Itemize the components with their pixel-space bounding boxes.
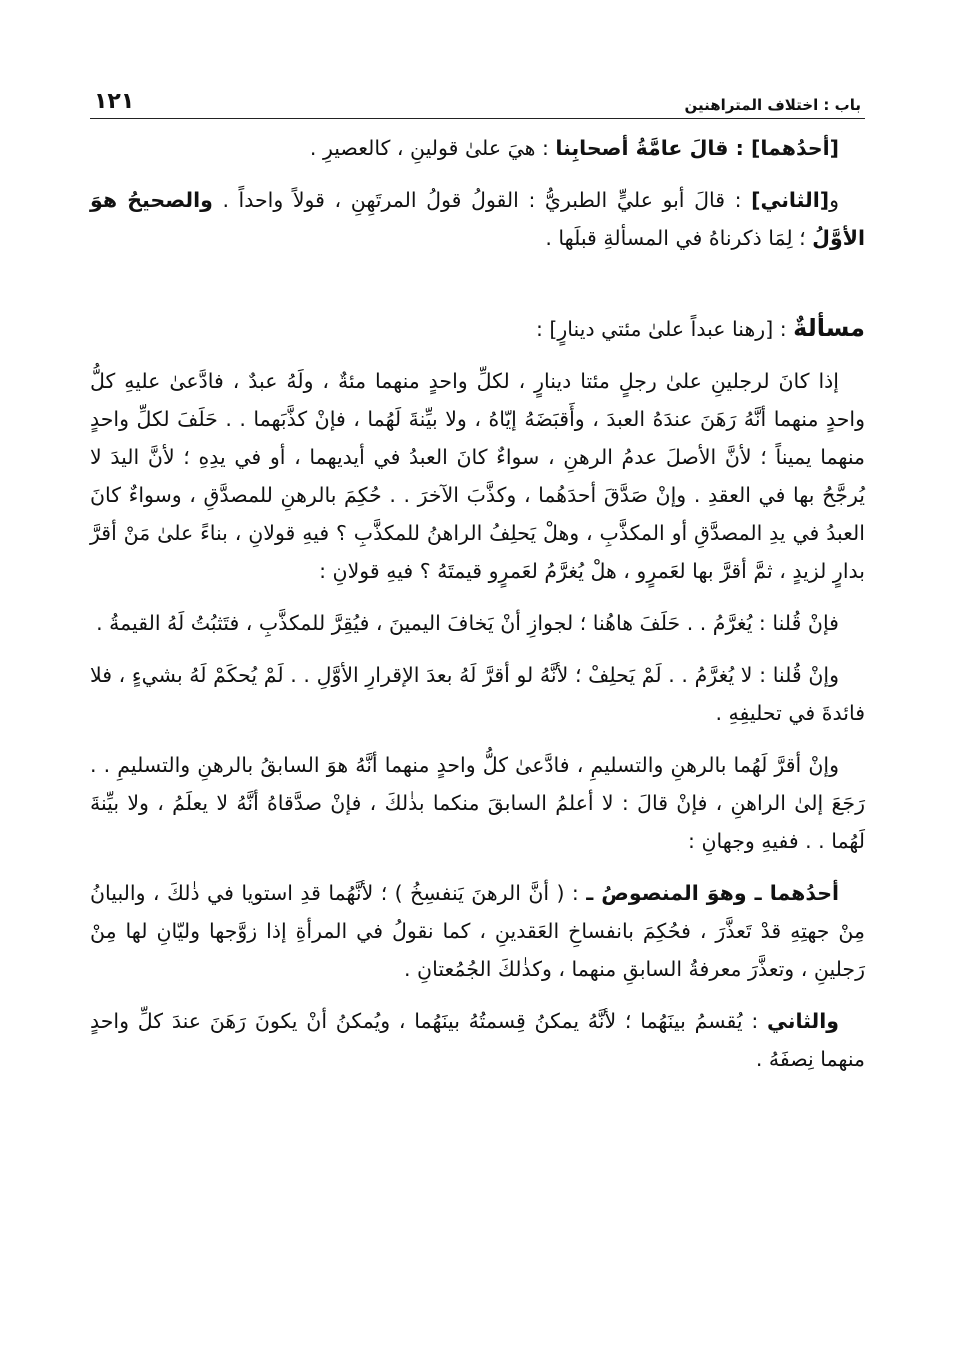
paragraph-case: إذا كانَ لرجلينِ علىٰ رجلٍ مئتا دينارٍ ، لكلِّ واحدٍ منهما مئةٌ ، ولَهُ عبدٌ ، فادَّعىٰ عليهِ كلُّ واحدٍ منهما أنَّهُ رَهَنَ عندَهُ العبدَ ، وأَقبَضَهُ إيّاهُ ، ولا بيِّنةَ لَهُما ، فإنْ كذَّبَهما . . حَلَفَ لكلِّ واحدٍ منهما يميناً ؛ لأنَّ الأصلَ عدمُ الرهنِ ، سواءٌ كانَ العبدُ في أيديهما ، أو في يدِهِ ؛ لأنَّ اليدَ لا يُرجَّحُ بها في العقدِ . وإنْ صَدَّقَ أحدَهُما ، وكذَّبَ الآخرَ . . حُكِمَ بالرهنِ للمصدَّقِ ، وسواءٌ كانَ العبدُ في يدِ المصدَّقِ أو المكذَّبِ ، وهلْ يَحلِفُ الراهنُ للمكذَّبِ ؟ فيهِ قولانِ ، بناءً علىٰ مَنْ أقرَّ بدارٍ لزيدٍ ، ثمَّ أقرَّ بها لعَمرٍو ، هلْ يُغرَّمُ لعَمرٍو قيمتَهُ ؟ فيهِ قولانِ :	[90, 369, 865, 583]
paragraph-first-view	[90, 129, 865, 167]
paragraph-second-view	[90, 181, 865, 257]
book-page	[90, 80, 865, 1078]
correct-view-label: والصحيحُ هوَ الأوَّلُ	[90, 188, 865, 250]
issue-subtitle: : [رهنا عبداً علىٰ مئتي دينارٍ] :	[535, 317, 794, 341]
paragraph-second-aspect	[90, 1002, 865, 1078]
running-title: باب : اختلاف المتراهنين	[684, 96, 861, 114]
page-number: ١٢١	[94, 89, 135, 114]
first-aspect-text: : ( أنَّ الرهنَ يَنفسِخُ ) ؛ لأنَّهُما قدِ استويا في ذٰلكَ ، والبيانُ مِنْ جهتِهِ قدْ تَعذَّرَ ، فحُكِمَ بانفساخِ العَقدينِ ، كما نقولُ في المرأةِ إذا زوَّجها وليّانِ لها مِنْ رَجلينِ ، وتعذَّرَ معرفةُ السابقِ منهما ، وكذٰلكَ الجُمُعتانِ .	[90, 881, 865, 981]
paragraph-first-aspect	[90, 874, 865, 988]
first-aspect-label: أحدُهما ـ وهوَ المنصوصُ ـ	[586, 881, 839, 905]
correct-view-text: ؛ لِمَا ذكرناهُ في المسألةِ قبلَها .	[545, 226, 813, 250]
second-view-text: : قالَ أبو عليٍّ الطبريُّ : القولُ قولُ المرتَهِنِ ، قولاً واحداً .	[212, 188, 752, 212]
paragraph-if-not-liable: وإنْ قُلنا : لا يُغرَّمُ . . لَمْ يَحلِفْ ؛ لأنَّهُ لو أقرَّ لَهُ بعدَ الإقرارِ الأوَّلِ . . لَمْ يُحكَمْ لَهُ بشيءٍ ، فلا فائدةَ في تحليفِهِ .	[90, 663, 865, 725]
second-aspect-label: والثاني	[767, 1009, 839, 1033]
second-view-lead: و	[829, 188, 839, 212]
paragraph-both-acknowledged: وإنْ أقرَّ لَهُما بالرهنِ والتسليمِ ، فادَّعىٰ كلُّ واحدٍ منهما أنَّهُ هوَ السابقُ بالرهنِ والتسليمِ . . رَجَعَ إلىٰ الراهنِ ، فإنْ قالَ : لا أعلمُ السابقَ منكما بذٰلكَ ، فإنْ صدَّقاهُ أنَّهُ لا يعلَمُ ، ولا بيِّنةَ لَهُما . . ففيهِ وجهانِ :	[90, 753, 865, 853]
second-aspect-text: : يُقسمُ بينَهُما ؛ لأنَّهُ يمكنُ قِسمتُهُ بينَهُما ، ويُمكنُ أنْ يكونَ رَهَنَ عندَ كلِّ واحدٍ منهما نِصفَهُ .	[90, 1009, 865, 1071]
issue-heading	[90, 309, 865, 348]
paragraph-if-liable: فإنْ قُلنا : يُغرَّمُ . . حَلَفَ هاهُنا ؛ لجوازِ أنْ يَخافَ اليمينَ ، فيُقِرَّ للمكذَّبِ ، فتَثبُتُ لَهُ القيمةُ .	[96, 611, 839, 635]
second-view-label: [الثاني]	[751, 188, 830, 212]
issue-title: مسألةٌ	[793, 314, 865, 342]
page-header	[90, 80, 865, 119]
first-view-label: [أحدُهما] : قالَ عامَّةُ أصحابِنا	[555, 136, 839, 160]
first-view-text: : هيَ علىٰ قولينِ ، كالعصيرِ .	[309, 136, 556, 160]
